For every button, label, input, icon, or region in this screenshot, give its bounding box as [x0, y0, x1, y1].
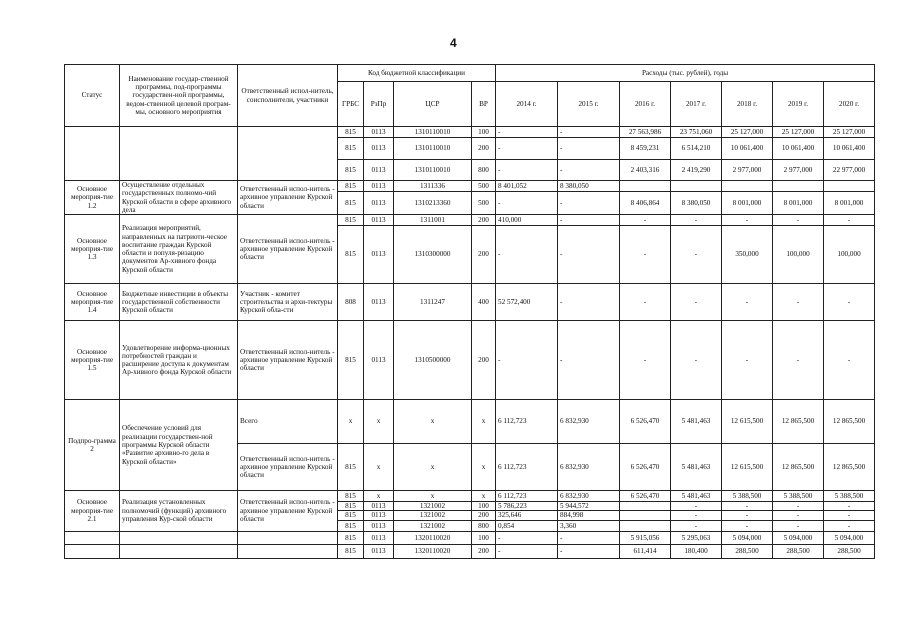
- expense-cell-2016: 8 406,864: [620, 192, 671, 215]
- status-cell: Основное мероприя-тие 1.4: [65, 284, 120, 321]
- expense-cell-2017: -: [671, 511, 722, 520]
- expense-cell-2015: -: [558, 215, 620, 226]
- expense-cell-2016: -: [620, 284, 671, 321]
- expense-cell-2017: 5 481,463: [671, 444, 722, 491]
- expense-cell-2014: -: [496, 531, 558, 544]
- expense-cell-2018: -: [722, 215, 773, 226]
- expense-cell-2017: 6 514,210: [671, 138, 722, 160]
- expense-cell-2018: -: [722, 284, 773, 321]
- name-cell: Реализация установленных полномочий (функций) архивного управления Кур-ской области: [120, 491, 238, 532]
- rzpr-cell: 0113: [364, 284, 394, 321]
- expense-cell-2014: 6 112,723: [496, 491, 558, 502]
- expense-cell-2015: 884,998: [558, 511, 620, 520]
- expense-cell-2019: 5 094,000: [773, 531, 824, 544]
- responsible-cell: Ответственный испол-нитель - архивное управление Курской области: [238, 444, 338, 491]
- csr-cell: 1310213360: [394, 192, 472, 215]
- expense-cell-2017: 180,400: [671, 544, 722, 558]
- table-row: [65, 544, 875, 558]
- expense-cell-2017: -: [671, 215, 722, 226]
- expense-cell-2014: 6 112,723: [496, 444, 558, 491]
- vr-cell: x: [472, 400, 496, 444]
- grbs-cell: 815: [338, 520, 364, 531]
- responsible-cell: [238, 531, 338, 544]
- expense-cell-2020: -: [824, 215, 875, 226]
- vr-cell: 500: [472, 181, 496, 192]
- header-y2015: 2015 г.: [558, 82, 620, 127]
- expense-cell-2017: 2 419,290: [671, 160, 722, 181]
- expense-cell-2014: 8 401,052: [496, 181, 558, 192]
- expense-cell-2015: 3,360: [558, 520, 620, 531]
- expense-cell-2019: [773, 181, 824, 192]
- header-status: Статус: [65, 65, 120, 127]
- grbs-cell: x: [338, 400, 364, 444]
- expense-cell-2020: [824, 181, 875, 192]
- rzpr-cell: 0113: [364, 544, 394, 558]
- expense-cell-2019: -: [773, 502, 824, 511]
- csr-cell: x: [394, 444, 472, 491]
- grbs-cell: 815: [338, 226, 364, 284]
- expense-cell-2019: -: [773, 321, 824, 400]
- responsible-cell: Всего: [238, 400, 338, 444]
- rzpr-cell: 0113: [364, 502, 394, 511]
- expense-cell-2020: 5 388,500: [824, 491, 875, 502]
- status-cell: [65, 127, 120, 181]
- table-row: [65, 321, 875, 400]
- vr-cell: 200: [472, 138, 496, 160]
- expense-cell-2014: 0,854: [496, 520, 558, 531]
- header-y2019: 2019 г.: [773, 82, 824, 127]
- status-cell: [65, 531, 120, 544]
- rzpr-cell: 0113: [364, 192, 394, 215]
- expense-cell-2018: 2 977,000: [722, 160, 773, 181]
- responsible-cell: Ответственный испол-нитель - архивное управление Курской области: [238, 491, 338, 532]
- expense-cell-2016: 6 526,470: [620, 444, 671, 491]
- table-row: [65, 531, 875, 544]
- vr-cell: 200: [472, 226, 496, 284]
- expense-cell-2018: 10 061,400: [722, 138, 773, 160]
- vr-cell: 400: [472, 284, 496, 321]
- table-row: [65, 400, 875, 444]
- expense-cell-2015: -: [558, 531, 620, 544]
- expense-cell-2020: -: [824, 284, 875, 321]
- grbs-cell: 815: [338, 531, 364, 544]
- expense-cell-2019: -: [773, 284, 824, 321]
- expense-cell-2020: 288,500: [824, 544, 875, 558]
- header-y2020: 2020 г.: [824, 82, 875, 127]
- expense-cell-2016: 6 526,470: [620, 491, 671, 502]
- rzpr-cell: 0113: [364, 215, 394, 226]
- expense-cell-2015: -: [558, 284, 620, 321]
- expense-cell-2020: 12 865,500: [824, 400, 875, 444]
- budget-table: [64, 64, 875, 559]
- responsible-cell: Ответственный испол-нитель - архивное управление Курской области: [238, 181, 338, 215]
- expense-cell-2017: -: [671, 502, 722, 511]
- expense-cell-2018: 12 615,500: [722, 444, 773, 491]
- responsible-cell: [238, 544, 338, 558]
- csr-cell: 1310110010: [394, 138, 472, 160]
- page-number: 4: [450, 36, 457, 50]
- responsible-cell: [238, 127, 338, 181]
- grbs-cell: 815: [338, 181, 364, 192]
- csr-cell: 1311001: [394, 215, 472, 226]
- name-cell: [120, 544, 238, 558]
- expense-cell-2018: -: [722, 321, 773, 400]
- rzpr-cell: x: [364, 400, 394, 444]
- expense-cell-2016: [620, 520, 671, 531]
- expense-cell-2018: 5 094,000: [722, 531, 773, 544]
- expense-cell-2018: 12 615,500: [722, 400, 773, 444]
- expense-cell-2020: -: [824, 502, 875, 511]
- csr-cell: 1320110020: [394, 544, 472, 558]
- expense-cell-2015: -: [558, 544, 620, 558]
- header-expenses-group: Расходы (тыс. рублей), годы: [496, 65, 875, 82]
- expense-cell-2019: -: [773, 215, 824, 226]
- grbs-cell: 815: [338, 444, 364, 491]
- expense-cell-2020: -: [824, 511, 875, 520]
- table-row: [65, 284, 875, 321]
- status-cell: Основное мероприя-тие 1.3: [65, 215, 120, 284]
- csr-cell: 1310110010: [394, 160, 472, 181]
- name-cell: Удовлетворение информа-ционных потребностей граждан и расширение доступа к документам Ар-хивного фонда Курской области: [120, 321, 238, 400]
- expense-cell-2015: 6 832,930: [558, 400, 620, 444]
- expense-cell-2016: 2 403,316: [620, 160, 671, 181]
- csr-cell: 1311336: [394, 181, 472, 192]
- table-row: [65, 181, 875, 192]
- expense-cell-2015: -: [558, 321, 620, 400]
- rzpr-cell: x: [364, 491, 394, 502]
- expense-cell-2016: 5 915,056: [620, 531, 671, 544]
- expense-cell-2020: 10 061,400: [824, 138, 875, 160]
- expense-cell-2014: -: [496, 192, 558, 215]
- rzpr-cell: x: [364, 444, 394, 491]
- expense-cell-2020: 5 094,000: [824, 531, 875, 544]
- expense-cell-2015: 5 944,572: [558, 502, 620, 511]
- expense-cell-2016: 8 459,231: [620, 138, 671, 160]
- expense-cell-2018: [722, 181, 773, 192]
- expense-cell-2016: 611,414: [620, 544, 671, 558]
- status-cell: [65, 544, 120, 558]
- rzpr-cell: 0113: [364, 511, 394, 520]
- expense-cell-2018: 25 127,000: [722, 127, 773, 138]
- header-y2017: 2017 г.: [671, 82, 722, 127]
- expense-cell-2015: -: [558, 138, 620, 160]
- grbs-cell: 815: [338, 127, 364, 138]
- expense-cell-2014: 325,646: [496, 511, 558, 520]
- expense-cell-2019: 100,000: [773, 226, 824, 284]
- expense-cell-2019: 288,500: [773, 544, 824, 558]
- name-cell: Обеспечение условий для реализации государствен-ной программы Курской области «Развитие архивно-го дела в Курской области»: [120, 400, 238, 491]
- name-cell: Реализация мероприятий, направленных на патриоти-ческое воспитание граждан Курской области и популя-ризацию документов Ар-хивного фонда Курской области: [120, 215, 238, 284]
- status-cell: Основное мероприя-тие 2.1: [65, 491, 120, 532]
- rzpr-cell: 0113: [364, 531, 394, 544]
- expense-cell-2020: -: [824, 321, 875, 400]
- csr-cell: 1321002: [394, 520, 472, 531]
- csr-cell: 1321002: [394, 502, 472, 511]
- responsible-cell: Ответственный испол-нитель - архивное управление Курской области: [238, 215, 338, 284]
- expense-cell-2016: -: [620, 215, 671, 226]
- expense-cell-2014: 52 572,400: [496, 284, 558, 321]
- expense-cell-2015: 6 832,930: [558, 491, 620, 502]
- expense-cell-2014: -: [496, 138, 558, 160]
- expense-cell-2020: -: [824, 520, 875, 531]
- expense-cell-2015: 6 832,930: [558, 444, 620, 491]
- expense-cell-2014: -: [496, 321, 558, 400]
- vr-cell: 500: [472, 192, 496, 215]
- expense-cell-2014: 6 112,723: [496, 400, 558, 444]
- expense-cell-2020: 100,000: [824, 226, 875, 284]
- expense-cell-2017: 5 295,063: [671, 531, 722, 544]
- expense-cell-2017: -: [671, 284, 722, 321]
- expense-cell-2018: -: [722, 511, 773, 520]
- expense-cell-2019: 10 061,400: [773, 138, 824, 160]
- expense-cell-2015: -: [558, 226, 620, 284]
- header-name: Наименование государ-ственной программы, под-программы государствен-ной программы, ведом-ственной целевой програм-мы, основного мероприятия: [120, 65, 238, 127]
- grbs-cell: 815: [338, 160, 364, 181]
- csr-cell: 1310110010: [394, 127, 472, 138]
- expense-cell-2015: -: [558, 160, 620, 181]
- grbs-cell: 815: [338, 491, 364, 502]
- grbs-cell: 815: [338, 215, 364, 226]
- rzpr-cell: 0113: [364, 138, 394, 160]
- expense-cell-2015: 8 380,050: [558, 181, 620, 192]
- expense-cell-2017: [671, 181, 722, 192]
- responsible-cell: Участник - комитет строительства и архи-тектуры Курской обла-сти: [238, 284, 338, 321]
- expense-cell-2016: [620, 181, 671, 192]
- vr-cell: x: [472, 444, 496, 491]
- rzpr-cell: 0113: [364, 127, 394, 138]
- rzpr-cell: 0113: [364, 520, 394, 531]
- csr-cell: x: [394, 400, 472, 444]
- expense-cell-2017: 5 481,463: [671, 491, 722, 502]
- expense-cell-2017: 8 380,050: [671, 192, 722, 215]
- expense-cell-2019: 25 127,000: [773, 127, 824, 138]
- rzpr-cell: 0113: [364, 321, 394, 400]
- expense-cell-2018: 8 001,000: [722, 192, 773, 215]
- name-cell: [120, 531, 238, 544]
- rzpr-cell: 0113: [364, 160, 394, 181]
- header-grbs: ГРБС: [338, 82, 364, 127]
- header-y2016: 2016 г.: [620, 82, 671, 127]
- status-cell: Основное мероприя-тие 1.2: [65, 181, 120, 215]
- expense-cell-2014: 5 786,223: [496, 502, 558, 511]
- expense-cell-2017: 23 751,060: [671, 127, 722, 138]
- vr-cell: 800: [472, 520, 496, 531]
- expense-cell-2020: 22 977,000: [824, 160, 875, 181]
- header-row-1: [65, 65, 875, 82]
- csr-cell: 1311247: [394, 284, 472, 321]
- status-cell: Подпро-грамма 2: [65, 400, 120, 491]
- vr-cell: 200: [472, 511, 496, 520]
- header-responsible: Ответственный испол-нитель, соисполнители, участники: [238, 65, 338, 127]
- vr-cell: 200: [472, 215, 496, 226]
- expense-cell-2017: -: [671, 226, 722, 284]
- expense-cell-2020: 8 001,000: [824, 192, 875, 215]
- vr-cell: 200: [472, 321, 496, 400]
- vr-cell: 100: [472, 502, 496, 511]
- expense-cell-2016: [620, 502, 671, 511]
- expense-cell-2019: 2 977,000: [773, 160, 824, 181]
- expense-cell-2014: -: [496, 544, 558, 558]
- status-cell: Основное мероприя-тие 1.5: [65, 321, 120, 400]
- expense-cell-2019: 8 001,000: [773, 192, 824, 215]
- rzpr-cell: 0113: [364, 226, 394, 284]
- expense-cell-2019: -: [773, 511, 824, 520]
- expense-cell-2018: -: [722, 502, 773, 511]
- header-rzpr: РзПр: [364, 82, 394, 127]
- expense-cell-2019: -: [773, 520, 824, 531]
- name-cell: Осуществление отдельных государственных полномо-чий Курской области в сфере архивного дела: [120, 181, 238, 215]
- expense-cell-2016: 6 526,470: [620, 400, 671, 444]
- expense-cell-2019: 5 388,500: [773, 491, 824, 502]
- vr-cell: x: [472, 491, 496, 502]
- csr-cell: 1321002: [394, 511, 472, 520]
- vr-cell: 200: [472, 544, 496, 558]
- expense-cell-2017: -: [671, 520, 722, 531]
- csr-cell: 1310500000: [394, 321, 472, 400]
- grbs-cell: 815: [338, 138, 364, 160]
- csr-cell: x: [394, 491, 472, 502]
- expense-cell-2014: -: [496, 226, 558, 284]
- expense-cell-2019: 12 865,500: [773, 444, 824, 491]
- name-cell: [120, 127, 238, 181]
- header-vr: ВР: [472, 82, 496, 127]
- expense-cell-2014: -: [496, 160, 558, 181]
- expense-cell-2020: 25 127,000: [824, 127, 875, 138]
- table-row: [65, 491, 875, 502]
- table-row: [65, 215, 875, 226]
- rzpr-cell: 0113: [364, 181, 394, 192]
- expense-cell-2018: 288,500: [722, 544, 773, 558]
- header-y2018: 2018 г.: [722, 82, 773, 127]
- table-row: [65, 127, 875, 138]
- expense-cell-2020: 12 865,500: [824, 444, 875, 491]
- expense-cell-2017: 5 481,463: [671, 400, 722, 444]
- grbs-cell: 815: [338, 192, 364, 215]
- vr-cell: 100: [472, 531, 496, 544]
- grbs-cell: 815: [338, 321, 364, 400]
- csr-cell: 1310300000: [394, 226, 472, 284]
- vr-cell: 100: [472, 127, 496, 138]
- vr-cell: 800: [472, 160, 496, 181]
- grbs-cell: 815: [338, 502, 364, 511]
- expense-cell-2014: -: [496, 127, 558, 138]
- expense-cell-2016: -: [620, 321, 671, 400]
- expense-cell-2014: 410,000: [496, 215, 558, 226]
- grbs-cell: 815: [338, 544, 364, 558]
- expense-cell-2015: -: [558, 192, 620, 215]
- expense-cell-2018: 5 388,500: [722, 491, 773, 502]
- header-y2014: 2014 г.: [496, 82, 558, 127]
- expense-cell-2017: -: [671, 321, 722, 400]
- expense-cell-2015: -: [558, 127, 620, 138]
- expense-cell-2019: 12 865,500: [773, 400, 824, 444]
- grbs-cell: 808: [338, 284, 364, 321]
- header-csr: ЦСР: [394, 82, 472, 127]
- header-code-group: Код бюджетной классификации: [338, 65, 496, 82]
- expense-cell-2016: 27 563,986: [620, 127, 671, 138]
- csr-cell: 1320110020: [394, 531, 472, 544]
- grbs-cell: 815: [338, 511, 364, 520]
- name-cell: Бюджетные инвестиции в объекты государственной собственности Курской области: [120, 284, 238, 321]
- expense-cell-2016: [620, 511, 671, 520]
- expense-cell-2018: 350,000: [722, 226, 773, 284]
- responsible-cell: Ответственный испол-нитель - архивное управление Курской области: [238, 321, 338, 400]
- expense-cell-2018: -: [722, 520, 773, 531]
- expense-cell-2016: -: [620, 226, 671, 284]
